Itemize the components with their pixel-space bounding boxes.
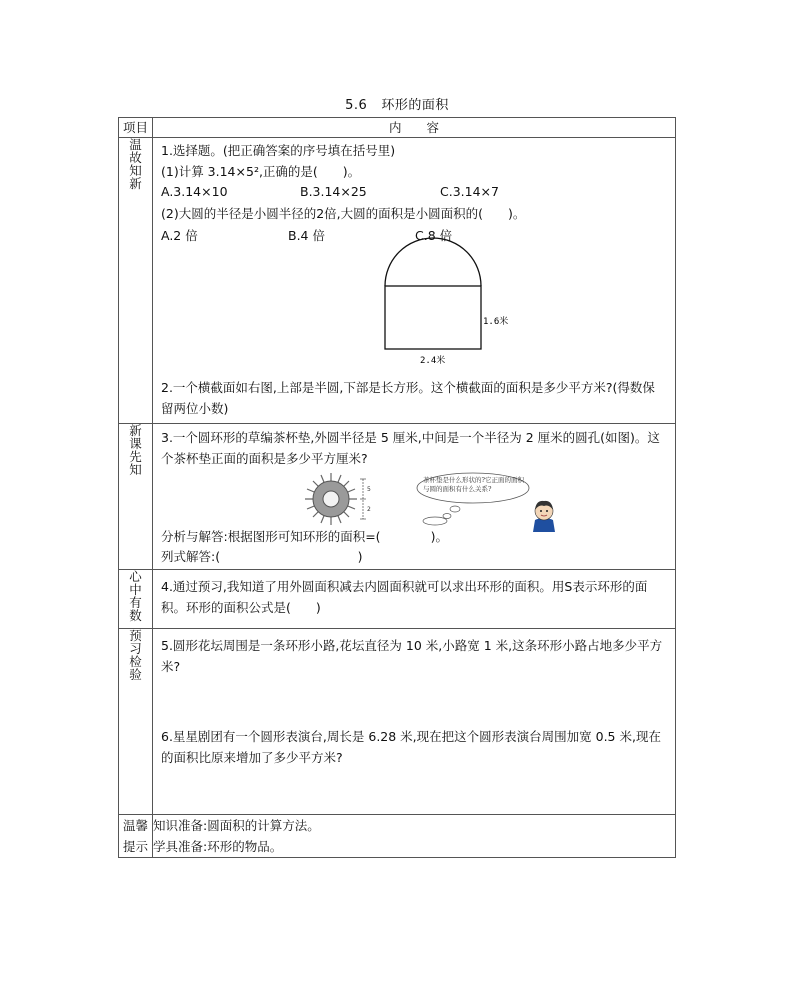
- rectangle-shape: [385, 286, 481, 349]
- section-new-content: [153, 424, 676, 570]
- header-item: 项目: [119, 118, 153, 138]
- lesson-number: 5.6: [345, 98, 368, 113]
- section-preview-content: [153, 629, 676, 815]
- question-1: 1.选择题。(把正确答案的序号填在括号里): [161, 143, 396, 158]
- header-content: 内 容: [153, 118, 676, 138]
- question-3: 3.一个圆环形的草编茶杯垫,外圆半径是 5 厘米,中间是一个半径为 2 厘米的圆孔(如图)。这个茶杯垫正面的面积是多少平方厘米?: [161, 430, 660, 466]
- section-tips-content: [153, 815, 676, 858]
- section-review: [119, 138, 676, 424]
- section-preview: [119, 629, 676, 815]
- option-b-1: B.3.14×25: [300, 184, 367, 199]
- dim-inner: 2: [367, 506, 371, 513]
- section-label-new: 新 课 先 知: [119, 424, 153, 570]
- cross-section-figure: [333, 236, 509, 372]
- tip-knowledge: 知识准备:圆面积的计算方法。: [153, 818, 320, 833]
- bubble-text: 茶杯垫是什么形状的?它正面的面积与圆的面积有什么关系?: [423, 476, 524, 493]
- worksheet-table: [118, 117, 676, 858]
- question-4: 4.通过预习,我知道了用外圆面积减去内圆面积就可以求出环形的面积。用S表示环形的面积。环形的面积公式是( ): [161, 579, 648, 615]
- semicircle-shape: [385, 238, 481, 286]
- section-new: [119, 424, 676, 570]
- question-5: 5.圆形花坛周围是一条环形小路,花坛直径为 10 米,小路宽 1 米,这条环形小路占地多少平方米?: [161, 638, 663, 674]
- question-1-2: (2)大圆的半径是小圆半径的2倍,大圆的面积是小圆面积的( )。: [161, 206, 526, 221]
- section-label-mind: 心 中 有 数: [119, 570, 153, 629]
- section-label-preview: 预 习 检 验: [119, 629, 153, 815]
- inner-hole: [323, 491, 339, 507]
- section-mind: [119, 570, 676, 629]
- question-2: 2.一个横截面如右图,上部是半圆,下部是长方形。这个横截面的面积是多少平方米?(得数保留两位小数): [161, 380, 655, 416]
- table-header-row: [119, 118, 676, 138]
- page-title: [0, 94, 794, 113]
- section-label-review: 温 故 知 新: [119, 138, 153, 424]
- label-width: 2.4米: [420, 356, 446, 366]
- section-label-tips: 温馨 提示: [119, 815, 153, 858]
- question-6: 6.星星剧团有一个圆形表演台,周长是 6.28 米,现在把这个圆形表演台周围加宽 0.5 米,现在的面积比原来增加了多少平方米?: [161, 729, 661, 765]
- question-1-1: (1)计算 3.14×5²,正确的是( )。: [161, 164, 361, 179]
- section-tips: [119, 815, 676, 858]
- student-avatar: [527, 498, 561, 532]
- tip-tools: 学具准备:环形的物品。: [153, 839, 283, 854]
- option-b-2: B.4 倍: [288, 228, 325, 243]
- analysis-line: 分析与解答:根据图形可知环形的面积=( )。: [161, 529, 448, 544]
- lesson-title: 环形的面积: [381, 98, 449, 113]
- thought-bubble: [415, 471, 535, 531]
- coaster-figure: [303, 471, 383, 527]
- option-a-1: A.3.14×10: [161, 184, 228, 199]
- option-a-2: A.2 倍: [161, 228, 198, 243]
- formula-line: 列式解答:( ): [161, 549, 363, 564]
- section-mind-content: [153, 570, 676, 629]
- section-review-content: [153, 138, 676, 424]
- label-height: 1.6米: [483, 317, 509, 327]
- option-c-1: C.3.14×7: [440, 184, 499, 199]
- option-c-2: C.8 倍: [415, 228, 453, 243]
- dim-outer: 5: [367, 486, 371, 493]
